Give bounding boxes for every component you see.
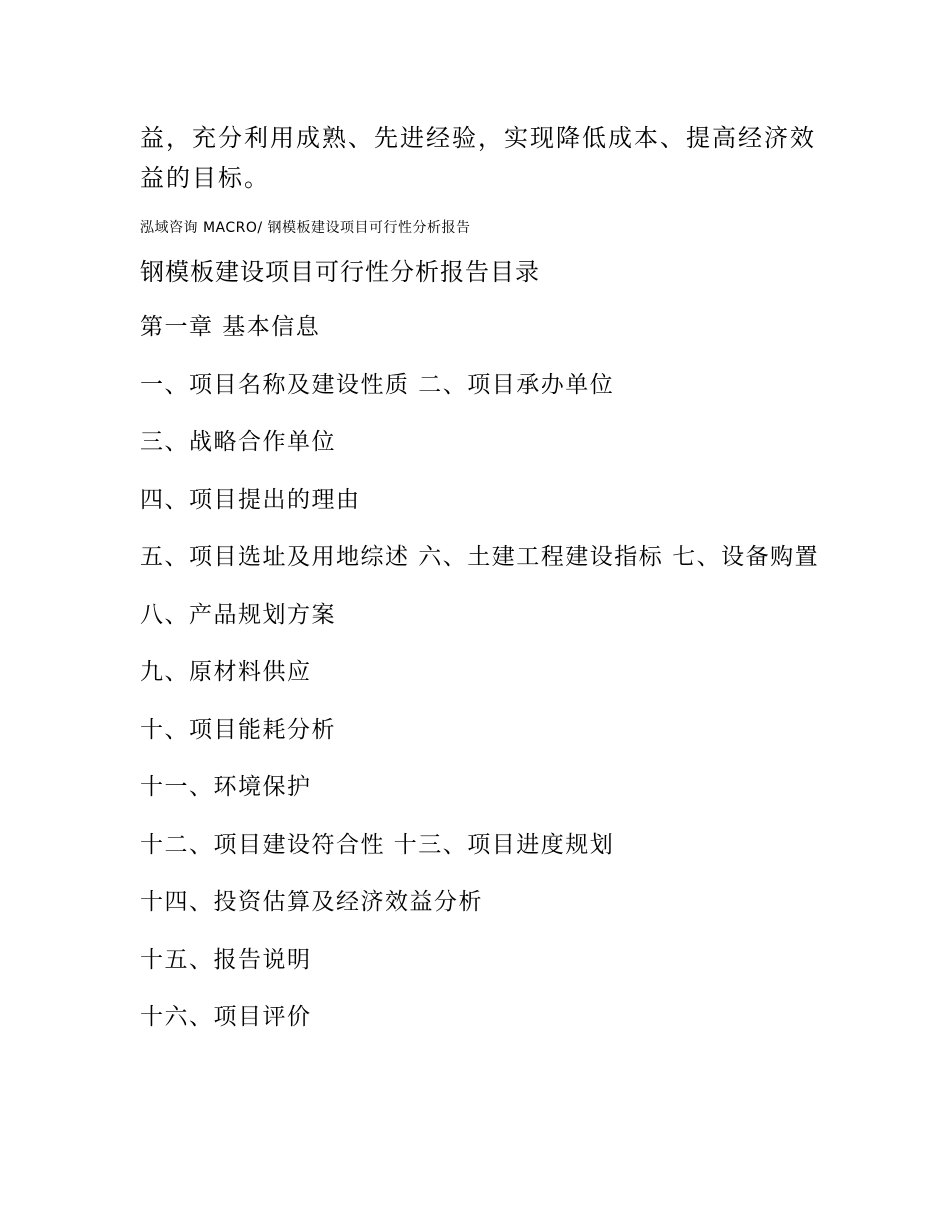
toc-item: 十六、项目评价 bbox=[140, 1004, 312, 1030]
toc-item: 九、原材料供应 bbox=[140, 659, 312, 685]
toc-item: 十、项目能耗分析 bbox=[140, 716, 336, 743]
toc-item: 五、项目选址及用地综述 六、土建工程建设指标 七、设备购置 bbox=[140, 544, 820, 570]
toc-item: 八、产品规划方案 bbox=[140, 601, 336, 628]
page-content bbox=[140, 118, 820, 1036]
toc-list bbox=[140, 308, 820, 1036]
toc-item: 一、项目名称及建设性质 二、项目承办单位 bbox=[140, 371, 615, 398]
toc-item: 第一章 基本信息 bbox=[140, 314, 321, 340]
intro-paragraph: 益，充分利用成熟、先进经验，实现降低成本、提高经济效益的目标。 bbox=[140, 124, 816, 192]
running-header: 泓域咨询 MACRO/ 钢模板建设项目可行性分析报告 bbox=[140, 220, 471, 236]
toc-item: 十二、项目建设符合性 十三、项目进度规划 bbox=[140, 831, 615, 858]
toc-item: 十一、环境保护 bbox=[140, 774, 312, 800]
toc-item: 十四、投资估算及经济效益分析 bbox=[140, 889, 483, 915]
toc-item: 三、战略合作单位 bbox=[140, 429, 336, 455]
toc-item: 四、项目提出的理由 bbox=[140, 486, 361, 513]
toc-item: 十五、报告说明 bbox=[140, 946, 312, 973]
toc-title: 钢模板建设项目可行性分析报告目录 bbox=[140, 258, 540, 286]
